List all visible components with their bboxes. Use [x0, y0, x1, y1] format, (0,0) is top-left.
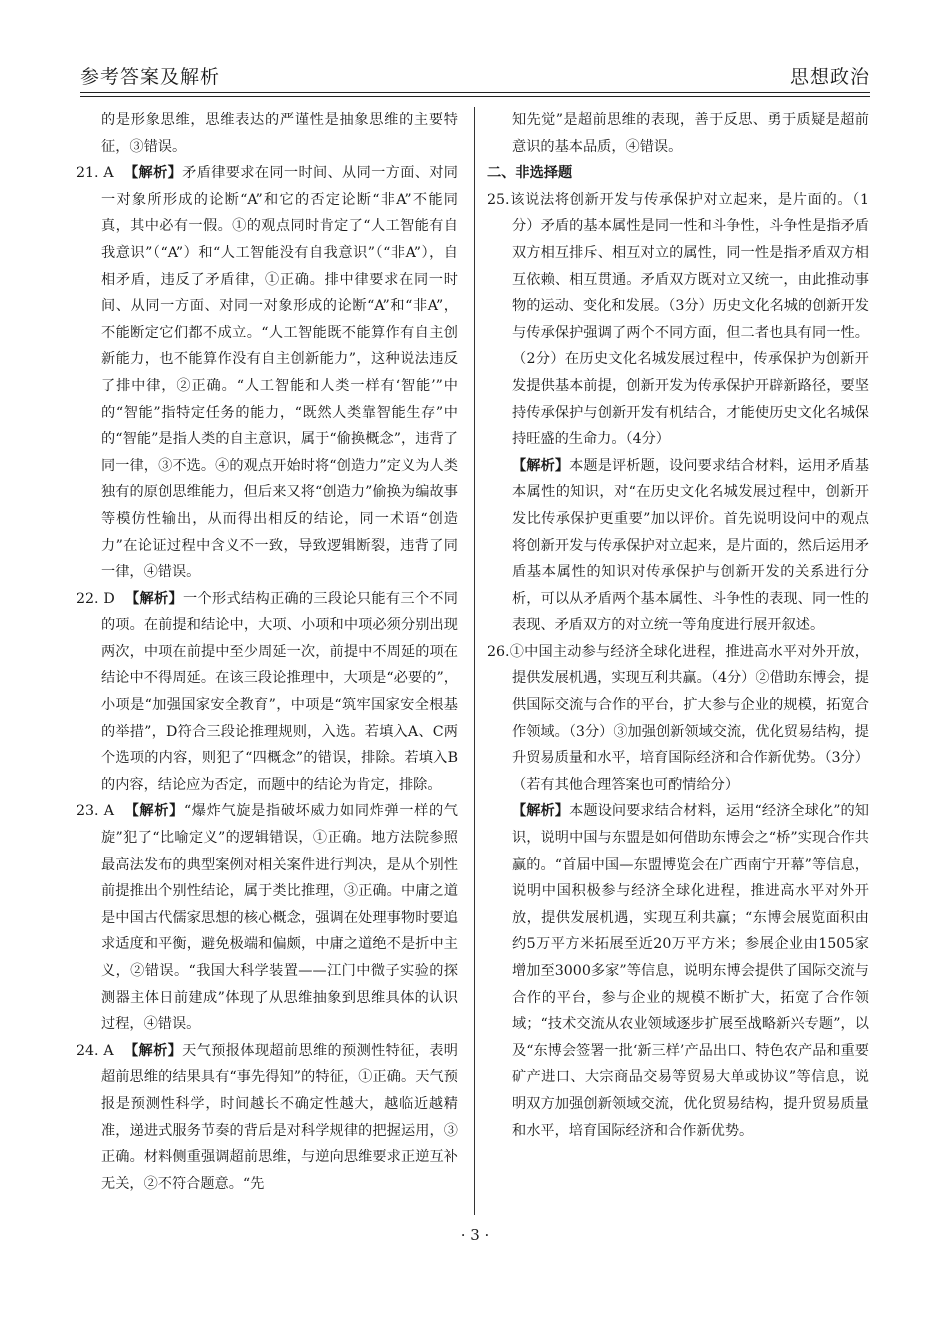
section-heading: 二、非选择题 [487, 165, 573, 182]
q25-number: 25. [487, 191, 510, 208]
q24-text: 天气预报体现超前思维的预测性特征，表明超前思维的结果具有“事先得知”的特征，①正确。天气预报是预测性科学，时间越长不确定性越大，越临近越精准，递进式服务节奏的背后是对科学规律的把握运用，③正确。材料侧重强调超前思维，与逆向思维要求正逆互补无关，②不符合题意。“先 [101, 1042, 458, 1192]
q21-answer [76, 160, 458, 586]
q25-analysis-tag: 【解析】 [512, 457, 570, 474]
q22-text: 一个形式结构正确的三段论只能有三个不同的项。在前提和结论中，大项、小项和中项必须分别出现两次，中项在前提中至少周延一次，前提中不周延的项在结论中不得周延。在该三段论推理中，大项是“必要的”，小项是“加强国家安全教育”，中项是“筑牢国家安全根基的举措”，D符合三段论推理规则，入选。若填入A、C两个选项的内容，则犯了“四概念”的错误，排除。若填入B的内容，结论应为否定，而题中的结论为肯定，排除。 [101, 590, 458, 793]
q25-answer [487, 187, 869, 453]
q20-continuation: 的是形象思维，思维表达的严谨性是抽象思维的主要特征，③错误。 [101, 112, 458, 155]
q26-analysis-tag: 【解析】 [512, 803, 570, 820]
q24-answer [76, 1038, 458, 1198]
q22-number: 22. D [76, 590, 115, 607]
header-subject-right: 思想政治 [789, 66, 870, 88]
q23-text: “爆炸气旋是指破坏威力如同炸弹一样的气旋”犯了“比喻定义”的逻辑错误，①正确。地方法院参照最高法发布的典型案例对相关案件进行判决，是从个别性前提推出个别性结论，属于类比推理，③正确。中庸之道是中国古代儒家思想的核心概念，强调在处理事物时要追求适度和平衡，避免极端和偏颇，中庸之道绝不是折中主义，②错误。“我国大科学装置——江门中微子实验的探测器主体日前建成”体现了从思维抽象到思维具体的认识过程，④错误。 [101, 803, 458, 1033]
header-title-left: 参考答案及解析 [80, 66, 221, 88]
q26-analysis [487, 798, 869, 1144]
q22-analysis-tag: 【解析】 [124, 590, 184, 607]
q26-text: ①中国主动参与经济全球化进程，推进高水平对外开放，提供发展机遇，实现互利共赢。（4分）②借助东博会，提供国际交流与合作的平台，扩大参与企业的规模，拓宽合作领域。（3分）③加强创新领域交流，优化贸易结构，提升贸易质量和水平，培育国际经济和合作新优势。（3分）（若有其他合理答案也可酌情给分） [509, 643, 869, 793]
page-number: · 3 · [460, 1226, 490, 1244]
q26-analysis-text: 本题设问要求结合材料，运用“经济全球化”的知识，说明中国与东盟是如何借助东博会之“桥”实现合作共赢的。“首届中国—东盟博览会在广西南宁开幕”等信息，说明中国积极参与经济全球化进程，推进高水平对外开放，提供发展机遇，实现互利共赢；“东博会展览面积由约5万平方米拓展至近20万平方米；参展企业由1505家增加至3000多家”等信息，说明东博会提供了国际交流与合作的平台，参与企业的规模不断扩大，拓宽了合作领域；“技术交流从农业领域逐步扩展至战略新兴专题”，以及“东博会签署一批‘新三样’产品出口、特色农产品和重要矿产进口、大宗商品交易等贸易大单或协议”等信息，说明双方加强创新领域交流，优化贸易结构，提升贸易质量和水平，培育国际经济和合作新优势。 [512, 803, 869, 1139]
q24-analysis-tag: 【解析】 [123, 1042, 183, 1059]
right-column [487, 107, 869, 1144]
q22-answer [76, 586, 458, 799]
q23-answer [76, 798, 458, 1037]
q21-analysis-tag: 【解析】 [123, 165, 183, 182]
q26-answer [487, 639, 869, 799]
header-rule-thick [80, 92, 870, 93]
q24-continuation: 知先觉”是超前思维的表现，善于反思、勇于质疑是超前意识的基本品质，④错误。 [512, 112, 869, 155]
q21-number: 21. A [76, 165, 114, 182]
q25-analysis [487, 453, 869, 639]
q25-text: 该说法将创新开发与传承保护对立起来，是片面的。（1分）矛盾的基本属性是同一性和斗争性，斗争性是指矛盾双方相互排斥、相互对立的属性，同一性是指矛盾双方相互依赖、相互贯通。矛盾双方既对立又统一，由此推动事物的运动、变化和发展。（3分）历史文化名城的创新开发与传承保护强调了两个不同方面，但二者也具有同一性。（2分）在历史文化名城发展过程中，传承保护为创新开发提供基本前提，创新开发为传承保护开辟新路径，要坚持传承保护与创新开发有机结合，才能使历史文化名城保持旺盛的生命力。（4分） [509, 191, 869, 448]
q23-analysis-tag: 【解析】 [123, 803, 184, 820]
column-divider [474, 107, 475, 1215]
page-header [80, 62, 870, 92]
q26-number: 26. [487, 643, 510, 660]
q23-number: 23. A [76, 803, 114, 820]
header-rule-thin [80, 96, 870, 97]
q24-number: 24. A [76, 1042, 114, 1059]
q21-text: 矛盾律要求在同一时间、从同一方面、对同一对象所形成的论断“A”和它的否定论断“非A”不能同真，其中必有一假。①的观点同时肯定了“人工智能有自我意识”（“A”）和“人工智能没有自我意识”（“非A”），自相矛盾，违反了矛盾律，①正确。排中律要求在同一时间、从同一方面、对同一对象形成的论断“A”和“非A”，不能断定它们都不成立。“人工智能既不能算作有自主创新能力，也不能算作没有自主创新能力”，这种说法违反了排中律，②正确。“人工智能和人类一样有‘智能’”中的“智能”指特定任务的能力，“既然人类靠智能生存”中的“智能”是指人类的自主意识，属于“偷换概念”，违背了同一律，③不选。④的观点开始时将“创造力”定义为人类独有的原创思维能力，但后来又将“创造力”偷换为编故事等模仿性输出，从而得出相反的结论，同一术语“创造力”在论证过程中含义不一致，导致逻辑断裂，违背了同一律，④错误。 [101, 165, 458, 581]
q25-analysis-text: 本题是评析题，设问要求结合材料，运用矛盾基本属性的知识，对“在历史文化名城发展过程中，创新开发比传承保护更重要”加以评价。首先说明设问中的观点将创新开发与传承保护对立起来，是片面的，然后运用矛盾基本属性的知识对传承保护与创新开发的关系进行分析，可以从矛盾两个基本属性、斗争性的表现、同一性的表现、矛盾双方的对立统一等角度进行展开叙述。 [512, 457, 869, 634]
left-column [76, 107, 458, 1197]
